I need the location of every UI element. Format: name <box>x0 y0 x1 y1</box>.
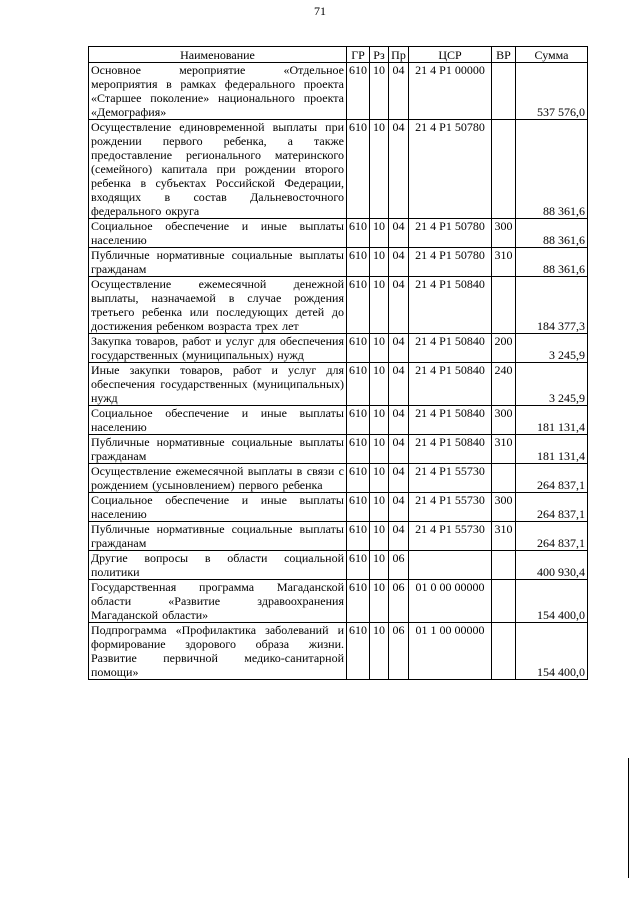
row-gr: 610 <box>347 580 370 623</box>
page-number: 71 <box>314 4 326 18</box>
table-row <box>89 464 588 493</box>
row-vr: 300 <box>492 493 516 522</box>
row-rz: 10 <box>370 63 389 120</box>
row-csr: 21 4 P1 50780 <box>409 248 492 277</box>
row-sum: 400 930,4 <box>516 551 588 580</box>
row-name: Социальное обеспечение и иные выплаты населению <box>89 406 347 435</box>
row-vr <box>492 464 516 493</box>
row-rz: 10 <box>370 120 389 219</box>
header-sum: Сумма <box>516 47 588 63</box>
row-vr <box>492 277 516 334</box>
row-rz: 10 <box>370 219 389 248</box>
row-name: Публичные нормативные социальные выплаты гражданам <box>89 248 347 277</box>
table-row <box>89 334 588 363</box>
row-gr: 610 <box>347 406 370 435</box>
row-csr: 21 4 P1 50840 <box>409 435 492 464</box>
row-csr: 21 4 P1 50840 <box>409 406 492 435</box>
row-csr: 21 4 P1 55730 <box>409 464 492 493</box>
row-csr <box>409 551 492 580</box>
row-pr: 04 <box>389 435 409 464</box>
row-pr: 04 <box>389 464 409 493</box>
row-sum: 154 400,0 <box>516 580 588 623</box>
row-sum: 181 131,4 <box>516 406 588 435</box>
row-rz: 10 <box>370 277 389 334</box>
row-name: Иные закупки товаров, работ и услуг для обеспечения государственных (муниципальных) нужд <box>89 363 347 406</box>
row-name: Основное мероприятие «Отдельное мероприятия в рамках федерального проекта «Старшее поколение» национального проекта «Демография» <box>89 63 347 120</box>
header-rz: Рз <box>370 47 389 63</box>
row-pr: 04 <box>389 120 409 219</box>
row-rz: 10 <box>370 551 389 580</box>
row-rz: 10 <box>370 623 389 680</box>
row-vr: 300 <box>492 406 516 435</box>
row-name: Другие вопросы в области социальной политики <box>89 551 347 580</box>
row-sum: 88 361,6 <box>516 219 588 248</box>
table-row <box>89 219 588 248</box>
row-gr: 610 <box>347 219 370 248</box>
row-pr: 04 <box>389 63 409 120</box>
row-sum: 3 245,9 <box>516 334 588 363</box>
row-name: Осуществление единовременной выплаты при рождении первого ребенка, а также предоставление регионального материнского (семейного) капитала при рождении второго ребенка в субъектах Российской Федерации, входящих в состав Дальневосточного федерального округа <box>89 120 347 219</box>
row-sum: 184 377,3 <box>516 277 588 334</box>
row-rz: 10 <box>370 435 389 464</box>
table-row <box>89 623 588 680</box>
row-sum: 88 361,6 <box>516 248 588 277</box>
row-gr: 610 <box>347 248 370 277</box>
header-pr: Пр <box>389 47 409 63</box>
row-vr: 310 <box>492 248 516 277</box>
row-vr <box>492 580 516 623</box>
row-name: Подпрограмма «Профилактика заболеваний и формирование здорового образа жизни. Развитие первичной медико-санитарной помощи» <box>89 623 347 680</box>
row-rz: 10 <box>370 363 389 406</box>
row-sum: 154 400,0 <box>516 623 588 680</box>
table-row <box>89 435 588 464</box>
row-vr: 310 <box>492 522 516 551</box>
row-rz: 10 <box>370 248 389 277</box>
row-name: Закупка товаров, работ и услуг для обеспечения государственных (муниципальных) нужд <box>89 334 347 363</box>
row-csr: 21 4 P1 00000 <box>409 63 492 120</box>
row-rz: 10 <box>370 334 389 363</box>
row-name: Осуществление ежемесячной денежной выплаты, назначаемой в случае рождения третьего ребенка или последующих детей до достижения ребенком возраста трех лет <box>89 277 347 334</box>
table-row <box>89 363 588 406</box>
row-name: Социальное обеспечение и иные выплаты населению <box>89 493 347 522</box>
row-name: Осуществление ежемесячной выплаты в связи с рождением (усыновлением) первого ребенка <box>89 464 347 493</box>
row-rz: 10 <box>370 406 389 435</box>
row-sum: 88 361,6 <box>516 120 588 219</box>
table-header-row <box>89 47 588 63</box>
row-pr: 04 <box>389 277 409 334</box>
table-row <box>89 248 588 277</box>
row-name: Публичные нормативные социальные выплаты гражданам <box>89 522 347 551</box>
row-pr: 04 <box>389 334 409 363</box>
row-gr: 610 <box>347 435 370 464</box>
row-gr: 610 <box>347 334 370 363</box>
row-sum: 264 837,1 <box>516 522 588 551</box>
row-csr: 21 4 P1 50840 <box>409 363 492 406</box>
row-csr: 21 4 P1 55730 <box>409 493 492 522</box>
row-csr: 21 4 P1 55730 <box>409 522 492 551</box>
header-name: Наименование <box>89 47 347 63</box>
table-row <box>89 63 588 120</box>
row-pr: 06 <box>389 580 409 623</box>
table-row <box>89 551 588 580</box>
row-pr: 06 <box>389 623 409 680</box>
table-row <box>89 580 588 623</box>
row-rz: 10 <box>370 464 389 493</box>
row-pr: 06 <box>389 551 409 580</box>
row-gr: 610 <box>347 493 370 522</box>
row-gr: 610 <box>347 63 370 120</box>
row-rz: 10 <box>370 493 389 522</box>
table-row <box>89 406 588 435</box>
row-sum: 264 837,1 <box>516 493 588 522</box>
budget-table <box>88 46 588 680</box>
row-sum: 3 245,9 <box>516 363 588 406</box>
row-vr: 200 <box>492 334 516 363</box>
row-name: Публичные нормативные социальные выплаты гражданам <box>89 435 347 464</box>
row-vr: 300 <box>492 219 516 248</box>
row-pr: 04 <box>389 219 409 248</box>
row-gr: 610 <box>347 551 370 580</box>
row-vr <box>492 120 516 219</box>
row-gr: 610 <box>347 277 370 334</box>
row-csr: 21 4 P1 50840 <box>409 277 492 334</box>
row-name: Государственная программа Магаданской области «Развитие здравоохранения Магаданской области» <box>89 580 347 623</box>
row-gr: 610 <box>347 464 370 493</box>
row-sum: 181 131,4 <box>516 435 588 464</box>
row-vr <box>492 551 516 580</box>
row-gr: 610 <box>347 623 370 680</box>
row-rz: 10 <box>370 580 389 623</box>
row-gr: 610 <box>347 522 370 551</box>
row-sum: 264 837,1 <box>516 464 588 493</box>
row-gr: 610 <box>347 120 370 219</box>
header-vr: ВР <box>492 47 516 63</box>
row-pr: 04 <box>389 522 409 551</box>
header-csr: ЦСР <box>409 47 492 63</box>
row-pr: 04 <box>389 248 409 277</box>
header-gr: ГР <box>347 47 370 63</box>
row-pr: 04 <box>389 406 409 435</box>
row-vr: 310 <box>492 435 516 464</box>
table-row <box>89 493 588 522</box>
table-row <box>89 522 588 551</box>
scan-edge-mark <box>628 758 629 878</box>
row-csr: 01 1 00 00000 <box>409 623 492 680</box>
row-vr <box>492 63 516 120</box>
row-pr: 04 <box>389 363 409 406</box>
row-gr: 610 <box>347 363 370 406</box>
row-csr: 21 4 P1 50780 <box>409 219 492 248</box>
row-pr: 04 <box>389 493 409 522</box>
row-rz: 10 <box>370 522 389 551</box>
row-vr <box>492 623 516 680</box>
row-csr: 01 0 00 00000 <box>409 580 492 623</box>
row-name: Социальное обеспечение и иные выплаты населению <box>89 219 347 248</box>
row-csr: 21 4 P1 50840 <box>409 334 492 363</box>
table-row <box>89 120 588 219</box>
row-vr: 240 <box>492 363 516 406</box>
row-sum: 537 576,0 <box>516 63 588 120</box>
table-row <box>89 277 588 334</box>
row-csr: 21 4 P1 50780 <box>409 120 492 219</box>
